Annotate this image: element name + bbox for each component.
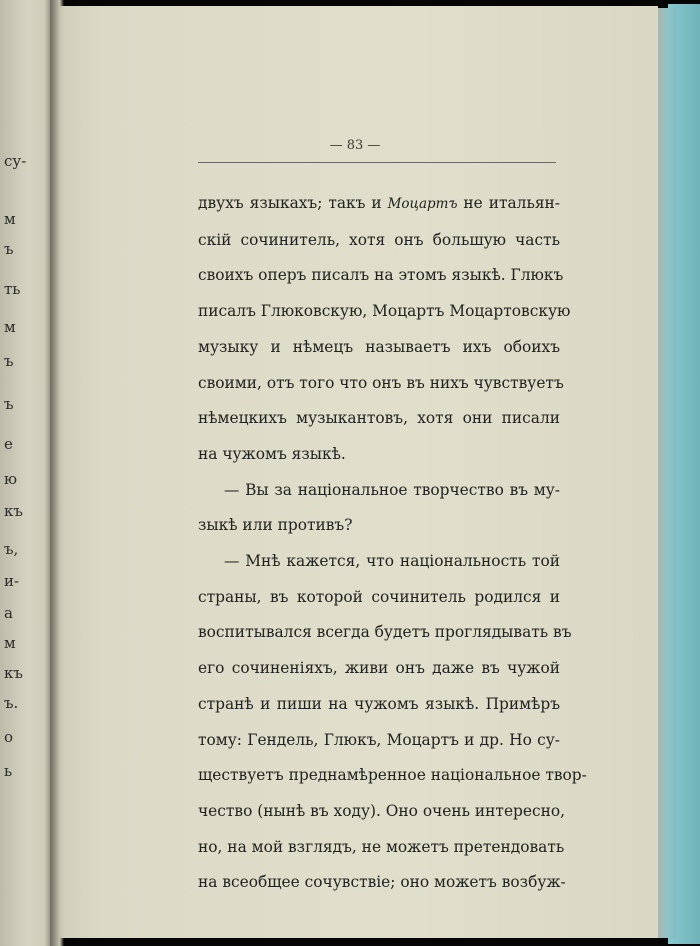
left-page-fragment: м: [4, 210, 16, 228]
book-gutter: [50, 0, 64, 946]
text-line: скій сочинитель, хотя онъ большую часть: [198, 230, 560, 249]
left-page-fragment: м: [4, 634, 16, 652]
left-page-fragment: е: [4, 435, 13, 453]
page-body-text: [198, 186, 587, 901]
text-line: но, на мой взглядъ, не можетъ претендовать: [198, 837, 565, 856]
text-line: страны, въ которой сочинитель родился и: [198, 587, 560, 606]
left-page-fragment: ъ: [4, 240, 14, 258]
text-line: тому: Гендель, Глюкъ, Моцартъ и др. Но су-: [198, 730, 560, 749]
left-page-fragment: къ: [4, 664, 23, 682]
book-page: [52, 6, 658, 938]
text-line: своими, отъ того что онъ въ нихъ чувствуетъ: [198, 373, 564, 392]
text-line: нѣмецкихъ музыкантовъ, хотя они писали: [198, 409, 560, 428]
text-line: его сочиненіяхъ, живи онъ даже въ чужой: [198, 659, 560, 678]
left-page-fragment: су-: [4, 152, 27, 170]
left-page-fragment: ъ,: [4, 540, 19, 558]
left-page-fragment: м: [4, 318, 16, 336]
left-page-fragment: ь: [4, 762, 13, 780]
header-rule: [198, 162, 556, 163]
text-line: странѣ и пиши на чужомъ языкѣ. Примѣръ: [198, 694, 560, 713]
page-number: — 83 —: [329, 138, 381, 153]
text-line: зыкѣ или противъ?: [198, 516, 353, 535]
text-line: своихъ оперъ писалъ на этомъ языкѣ. Глюкъ: [198, 266, 564, 285]
text-line: ществуетъ преднамѣренное національное твор-: [198, 766, 587, 785]
text-line: музыку и нѣмецъ называетъ ихъ обоихъ: [198, 337, 560, 356]
left-page-fragment: ъ: [4, 395, 14, 413]
left-page-fragment: ъ.: [4, 694, 19, 712]
left-page-fragment: а: [4, 604, 13, 622]
text-line: двухъ языкахъ; такъ и Моцартъ не итальян-: [198, 194, 560, 212]
text-line: на всеобщее сочувствіе; оно можетъ возбуж-: [198, 873, 566, 892]
left-page-fragment: ть: [4, 280, 21, 298]
left-page-fragment: ъ: [4, 352, 14, 370]
text-line: на чужомъ языкѣ.: [198, 444, 346, 463]
text-line: — Вы за національное творчество въ му-: [224, 480, 560, 499]
text-line: воспитывался всегда будетъ проглядывать въ: [198, 623, 572, 642]
left-page-fragment: о: [4, 728, 14, 746]
text-line: писалъ Глюковскую, Моцартъ Моцартовскую: [198, 302, 571, 321]
text-line: чество (нынѣ въ ходу). Оно очень интересно,: [198, 801, 566, 820]
left-page-fragment: къ: [4, 502, 23, 520]
left-page-edge: [0, 0, 52, 946]
left-page-fragment: ю: [4, 470, 18, 488]
text-line: — Мнѣ кажется, что національность той: [224, 552, 560, 571]
left-page-fragment: и-: [4, 572, 20, 590]
